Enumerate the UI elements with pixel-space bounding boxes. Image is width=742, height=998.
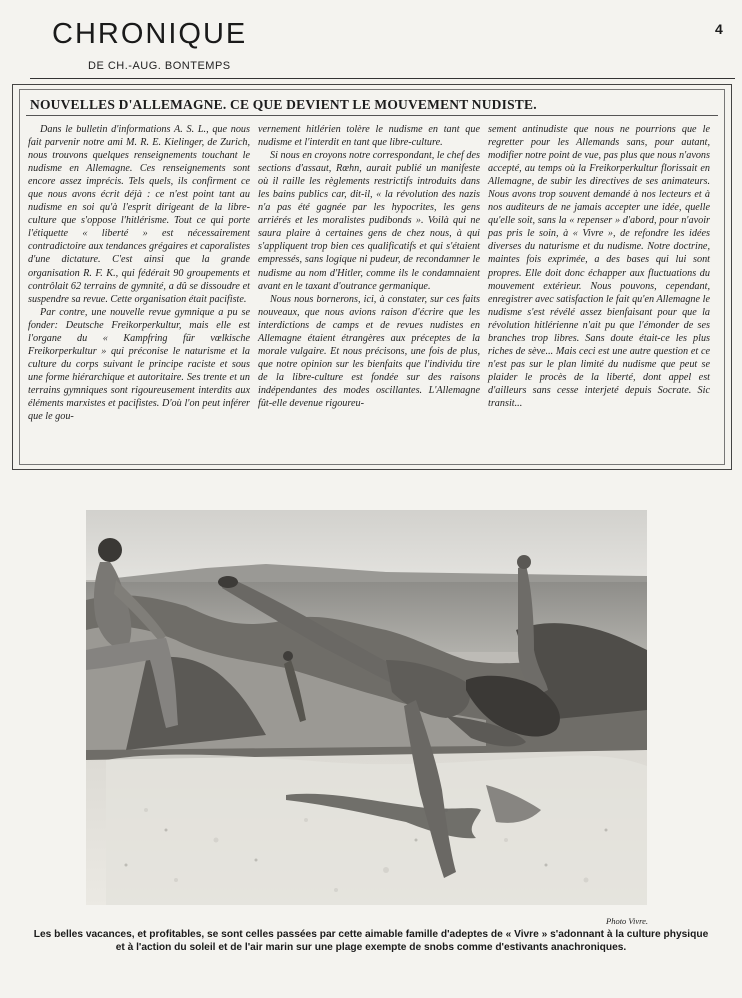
photo-credit: Photo Vivre. bbox=[606, 916, 649, 926]
paragraph: Si nous en croyons notre correspondant, le chef des sections d'assaut, Rœhn, aurait publié un manifeste où il raille les règlements restrictifs introduits dans les bains publics car, dit-il, « la révolution des nazis n'a pas été gagnée par les hypocrites, les gens arriérés et les moralistes pudibonds ». Voilà qui ne saura plaire à certaines gens de chez nous, à qui s'appliquent trop bien ces qualificatifs et qui s'étaient empressés, sans logique ni pudeur, de recondamner le nudisme au nom d'Hitler, comme ils le condamnaient avant en le taxant d'outrance germanique. bbox=[258, 150, 480, 292]
page-number: 4 bbox=[715, 21, 723, 37]
article-headline: NOUVELLES D'ALLEMAGNE. CE QUE DEVIENT LE MOUVEMENT NUDISTE. bbox=[30, 97, 537, 112]
beach-photo-illustration bbox=[86, 510, 647, 905]
paragraph: Par contre, une nouvelle revue gymnique a pu se fonder: Deutsche Freikorperkultur, mais elle est l'organe du « Kampfring für vœlkische Freikorperkultur » qui préconise le naturisme et la culture du corps suivant le principe raciste et sous une forme hiérarchique et autoritaire. Ses trente et un terrains gymniques sont rigoureusement interdits aux éléments marxistes et pacifistes. D'où l'on peut inférer que le gou- bbox=[28, 306, 250, 423]
paragraph: Dans le bulletin d'informations A. S. L., que nous fait parvenir notre ami M. R. E. Kielinger, de Zurich, nous trouvons quelques renseignements touchant le nudisme en Allemagne. Ces renseignements sont encore assez imprécis. Tels quels, ils confirment ce que nous avons écrit déjà : ce n'est point tant au nudisme en soi qu'à l'esprit dirigeant de la libre-culture que s'oppose l'hitlérisme. Tout ce qui porte l'étiquette « liberté » est nécessairement contradictoire aux tendances grégaires et caporalistes d'une dictature. C'est ainsi que la grande organisation R. F. K., qui fédérait 90 groupements et contrôlait 62 terrains de gymnité, a dû se dissoudre et suspendre sa revue. Cette organisation était pacifiste. bbox=[28, 124, 250, 305]
headline-divider bbox=[26, 115, 718, 116]
article-column-1 bbox=[28, 123, 250, 423]
beach-photo bbox=[86, 510, 647, 905]
paragraph: sement antinudiste que nous ne pourrions que le regretter pour les Allemands sans, pour autant, modifier notre point de vue, pas plus que nous n'avons accepté, au temps où la Freikorperkultur florissait en Allemagne, de subir les directives de ses animateurs. Nous avons trop souvent demandé à nos lecteurs et à nos auditeurs de ne jamais accepter une idée, quelle qu'elle soit, sans la « repenser » d'abord, pour n'avoir pas pris le soin, à « Vivre », de refondre les idées diverses du naturisme et du nudisme. Notre doctrine, maintes fois exprimée, a des bases qui lui sont propres. Elle doit donc échapper aux fluctuations du mouvement extérieur. Nous pouvons, cependant, enregistrer avec satisfaction le fait qu'en Allemagne le nudisme s'est révélé assez bienfaisant pour que la révolution hitlérienne n'ait pu que l'émonder de ses branches trop libres. Sans doute était-ce les plus riches de sève... Mais ceci est une autre question et ce n'est pas sur le plan limité du nudisme que peut se plaider le procès de la liberté, dont appel est d'ailleurs sans cesse interjeté depuis Socrate. Sic transit... bbox=[488, 124, 710, 409]
paragraph: vernement hitlérien tolère le nudisme en tant que nudisme et l'interdit en tant que libre-culture. bbox=[258, 124, 480, 149]
paragraph: Nous nous bornerons, ici, à constater, sur ces faits nouveaux, que nous avions raison d'écrire que les interdictions de camps et de revues nudistes en Allemagne étaient étrangères aux préceptes de la morale vulgaire. Et nous précisons, une fois de plus, que notre opinion sur les bienfaits que l'individu tire de la libre-culture est fondée sur des raisons indépendantes des modes oscillantes. L'Allemagne fût-elle devenue rigoureu- bbox=[258, 293, 480, 409]
header-divider bbox=[30, 78, 735, 79]
article-column-2 bbox=[258, 123, 480, 410]
author-byline: DE CH.-AUG. BONTEMPS bbox=[88, 60, 231, 72]
article-column-3 bbox=[488, 123, 710, 410]
photo-caption: Les belles vacances, et profitables, se sont celles passées par cette aimable famille d'adeptes de « Vivre » s'adonnant à la culture physique et à l'action du soleil et de l'air marin sur une plage exempte de snobs comme d'estivants anachroniques. bbox=[33, 929, 709, 953]
section-title: CHRONIQUE bbox=[52, 18, 248, 50]
